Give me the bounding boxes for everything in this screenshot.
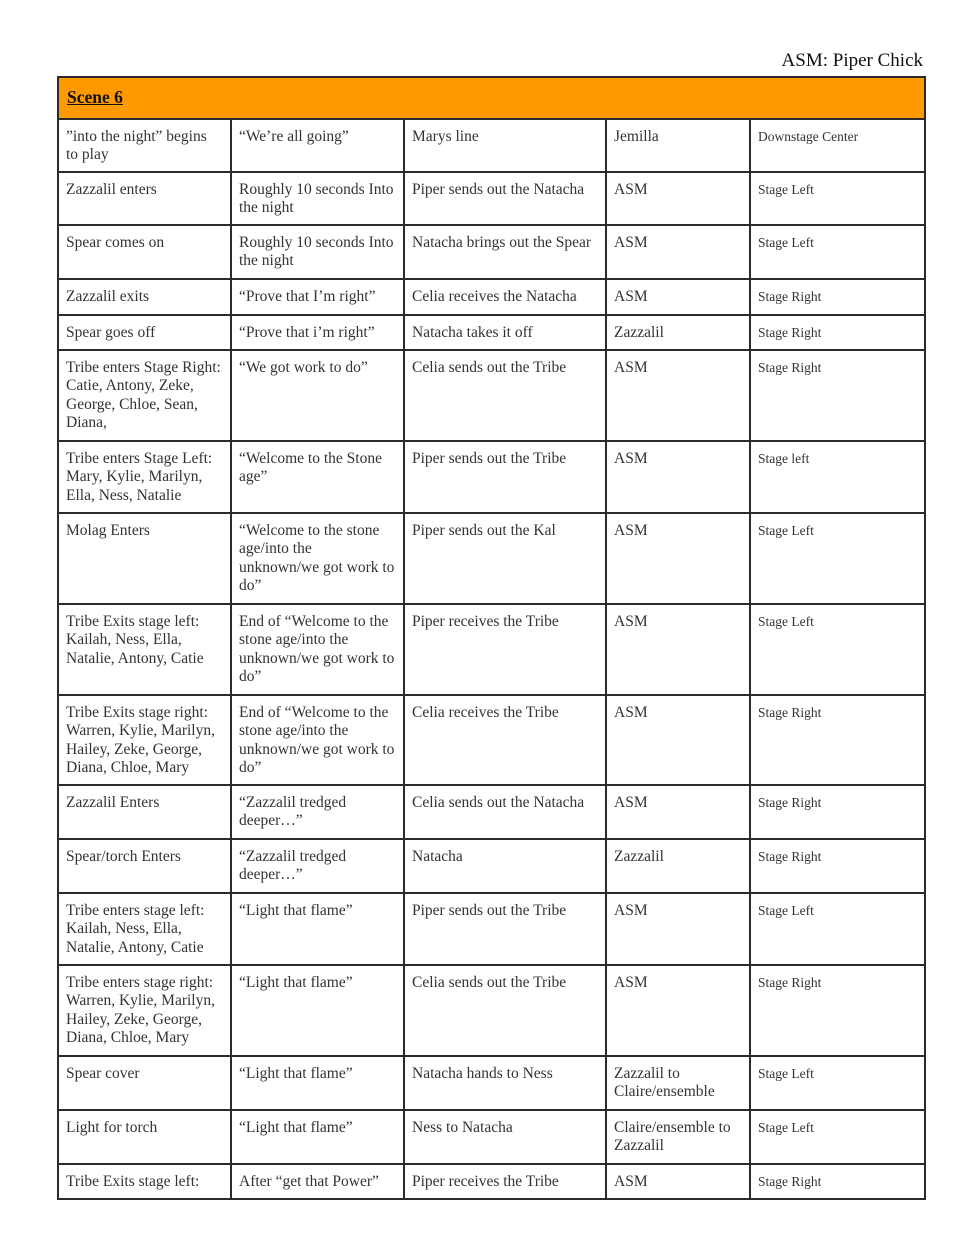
cue-instruction-cell: Piper receives the Tribe bbox=[404, 604, 606, 695]
cue-line-cell: “Zazzalil tredged deeper…” bbox=[231, 785, 404, 839]
cue-line-cell: Roughly 10 seconds Into the night bbox=[231, 172, 404, 225]
cue-row bbox=[58, 1056, 925, 1110]
cue-action-cell: Tribe enters stage right: Warren, Kylie, Marilyn, Hailey, Zeke, George, Diana, Chloe, Mary bbox=[58, 965, 231, 1056]
cue-instruction-cell: Celia receives the Natacha bbox=[404, 279, 606, 315]
cue-line-cell: “Prove that i’m right” bbox=[231, 315, 404, 350]
cue-instruction-cell: Piper sends out the Kal bbox=[404, 513, 606, 604]
cue-instruction-cell: Ness to Natacha bbox=[404, 1110, 606, 1164]
cue-location-cell: Stage Left bbox=[750, 225, 925, 279]
cue-action-cell: Tribe enters stage left: Kailah, Ness, Ella, Natalie, Antony, Catie bbox=[58, 893, 231, 965]
scene-title: Scene 6 bbox=[58, 77, 925, 119]
cue-instruction-cell: Natacha brings out the Spear bbox=[404, 225, 606, 279]
cue-row bbox=[58, 225, 925, 279]
cue-row bbox=[58, 441, 925, 513]
cue-responsible-cell: ASM bbox=[606, 1164, 750, 1199]
cue-responsible-cell: ASM bbox=[606, 172, 750, 225]
cue-instruction-cell: Piper sends out the Tribe bbox=[404, 441, 606, 513]
cue-location-cell: Stage Left bbox=[750, 893, 925, 965]
cue-instruction-cell: Celia receives the Tribe bbox=[404, 695, 606, 785]
asm-label: ASM: Piper Chick bbox=[781, 50, 923, 71]
cue-instruction-cell: Marys line bbox=[404, 119, 606, 172]
cue-row bbox=[58, 893, 925, 965]
cue-row bbox=[58, 1110, 925, 1164]
cue-location-cell: Stage Right bbox=[750, 839, 925, 893]
cue-row bbox=[58, 1164, 925, 1199]
cue-responsible-cell: ASM bbox=[606, 441, 750, 513]
cue-instruction-cell: Natacha takes it off bbox=[404, 315, 606, 350]
cue-responsible-cell: Zazzalil to Claire/ensemble bbox=[606, 1056, 750, 1110]
cue-location-cell: Stage Right bbox=[750, 965, 925, 1056]
cue-line-cell: Roughly 10 seconds Into the night bbox=[231, 225, 404, 279]
cue-location-cell: Stage Right bbox=[750, 315, 925, 350]
cue-responsible-cell: Zazzalil bbox=[606, 315, 750, 350]
cue-line-cell: “Light that flame” bbox=[231, 1110, 404, 1164]
cue-instruction-cell: Piper sends out the Tribe bbox=[404, 893, 606, 965]
cue-responsible-cell: Zazzalil bbox=[606, 839, 750, 893]
cue-row bbox=[58, 695, 925, 785]
cue-location-cell: Stage Left bbox=[750, 1110, 925, 1164]
cue-instruction-cell: Celia sends out the Tribe bbox=[404, 350, 606, 441]
cue-location-cell: Stage Left bbox=[750, 604, 925, 695]
cue-line-cell: “Light that flame” bbox=[231, 893, 404, 965]
cue-responsible-cell: Claire/ensemble to Zazzalil bbox=[606, 1110, 750, 1164]
cue-sheet-table bbox=[57, 76, 926, 1200]
cue-action-cell: Zazzalil exits bbox=[58, 279, 231, 315]
cue-responsible-cell: ASM bbox=[606, 695, 750, 785]
cue-line-cell: End of “Welcome to the stone age/into the unknown/we got work to do” bbox=[231, 695, 404, 785]
cue-row bbox=[58, 315, 925, 350]
cue-responsible-cell: Jemilla bbox=[606, 119, 750, 172]
cue-responsible-cell: ASM bbox=[606, 965, 750, 1056]
cue-row bbox=[58, 513, 925, 604]
cue-line-cell: End of “Welcome to the stone age/into the unknown/we got work to do” bbox=[231, 604, 404, 695]
cue-location-cell: Stage Right bbox=[750, 695, 925, 785]
cue-responsible-cell: ASM bbox=[606, 350, 750, 441]
cue-responsible-cell: ASM bbox=[606, 225, 750, 279]
cue-row bbox=[58, 604, 925, 695]
cue-action-cell: Zazzalil enters bbox=[58, 172, 231, 225]
scene-header-row bbox=[58, 77, 925, 119]
cue-action-cell: Tribe Exits stage left: Kailah, Ness, Ella, Natalie, Antony, Catie bbox=[58, 604, 231, 695]
cue-instruction-cell: Celia sends out the Tribe bbox=[404, 965, 606, 1056]
cue-line-cell: “Light that flame” bbox=[231, 1056, 404, 1110]
cue-instruction-cell: Piper sends out the Natacha bbox=[404, 172, 606, 225]
cue-responsible-cell: ASM bbox=[606, 785, 750, 839]
cue-line-cell: After “get that Power” bbox=[231, 1164, 404, 1199]
cue-row bbox=[58, 350, 925, 441]
cue-location-cell: Stage Right bbox=[750, 1164, 925, 1199]
cue-location-cell: Stage Right bbox=[750, 785, 925, 839]
cue-line-cell: “Welcome to the Stone age” bbox=[231, 441, 404, 513]
cue-action-cell: Tribe enters Stage Left: Mary, Kylie, Marilyn, Ella, Ness, Natalie bbox=[58, 441, 231, 513]
cue-responsible-cell: ASM bbox=[606, 279, 750, 315]
cue-location-cell: Stage Left bbox=[750, 172, 925, 225]
cue-action-cell: Tribe enters Stage Right: Catie, Antony, Zeke, George, Chloe, Sean, Diana, bbox=[58, 350, 231, 441]
cue-line-cell: “Light that flame” bbox=[231, 965, 404, 1056]
cue-action-cell: Spear cover bbox=[58, 1056, 231, 1110]
cue-row bbox=[58, 839, 925, 893]
cue-responsible-cell: ASM bbox=[606, 893, 750, 965]
cue-line-cell: “Prove that I’m right” bbox=[231, 279, 404, 315]
cue-location-cell: Stage Right bbox=[750, 279, 925, 315]
cue-line-cell: “Zazzalil tredged deeper…” bbox=[231, 839, 404, 893]
cue-line-cell: “We’re all going” bbox=[231, 119, 404, 172]
cue-row bbox=[58, 965, 925, 1056]
cue-action-cell: Light for torch bbox=[58, 1110, 231, 1164]
cue-action-cell: ”into the night” begins to play bbox=[58, 119, 231, 172]
cue-instruction-cell: Celia sends out the Natacha bbox=[404, 785, 606, 839]
cue-action-cell: Spear/torch Enters bbox=[58, 839, 231, 893]
cue-location-cell: Stage Left bbox=[750, 513, 925, 604]
cue-row bbox=[58, 172, 925, 225]
cue-instruction-cell: Natacha bbox=[404, 839, 606, 893]
cue-location-cell: Stage Left bbox=[750, 1056, 925, 1110]
cue-location-cell: Stage Right bbox=[750, 350, 925, 441]
cue-action-cell: Spear goes off bbox=[58, 315, 231, 350]
cue-row bbox=[58, 279, 925, 315]
cue-action-cell: Zazzalil Enters bbox=[58, 785, 231, 839]
cue-line-cell: “Welcome to the stone age/into the unknown/we got work to do” bbox=[231, 513, 404, 604]
cue-instruction-cell: Piper receives the Tribe bbox=[404, 1164, 606, 1199]
cue-responsible-cell: ASM bbox=[606, 604, 750, 695]
cue-action-cell: Molag Enters bbox=[58, 513, 231, 604]
cue-responsible-cell: ASM bbox=[606, 513, 750, 604]
cue-line-cell: “We got work to do” bbox=[231, 350, 404, 441]
cue-instruction-cell: Natacha hands to Ness bbox=[404, 1056, 606, 1110]
cue-action-cell: Tribe Exits stage left: bbox=[58, 1164, 231, 1199]
cue-location-cell: Stage left bbox=[750, 441, 925, 513]
cue-action-cell: Tribe Exits stage right: Warren, Kylie, Marilyn, Hailey, Zeke, George, Diana, Chloe, Mary bbox=[58, 695, 231, 785]
cue-row bbox=[58, 785, 925, 839]
cue-location-cell: Downstage Center bbox=[750, 119, 925, 172]
cue-row bbox=[58, 119, 925, 172]
cue-action-cell: Spear comes on bbox=[58, 225, 231, 279]
